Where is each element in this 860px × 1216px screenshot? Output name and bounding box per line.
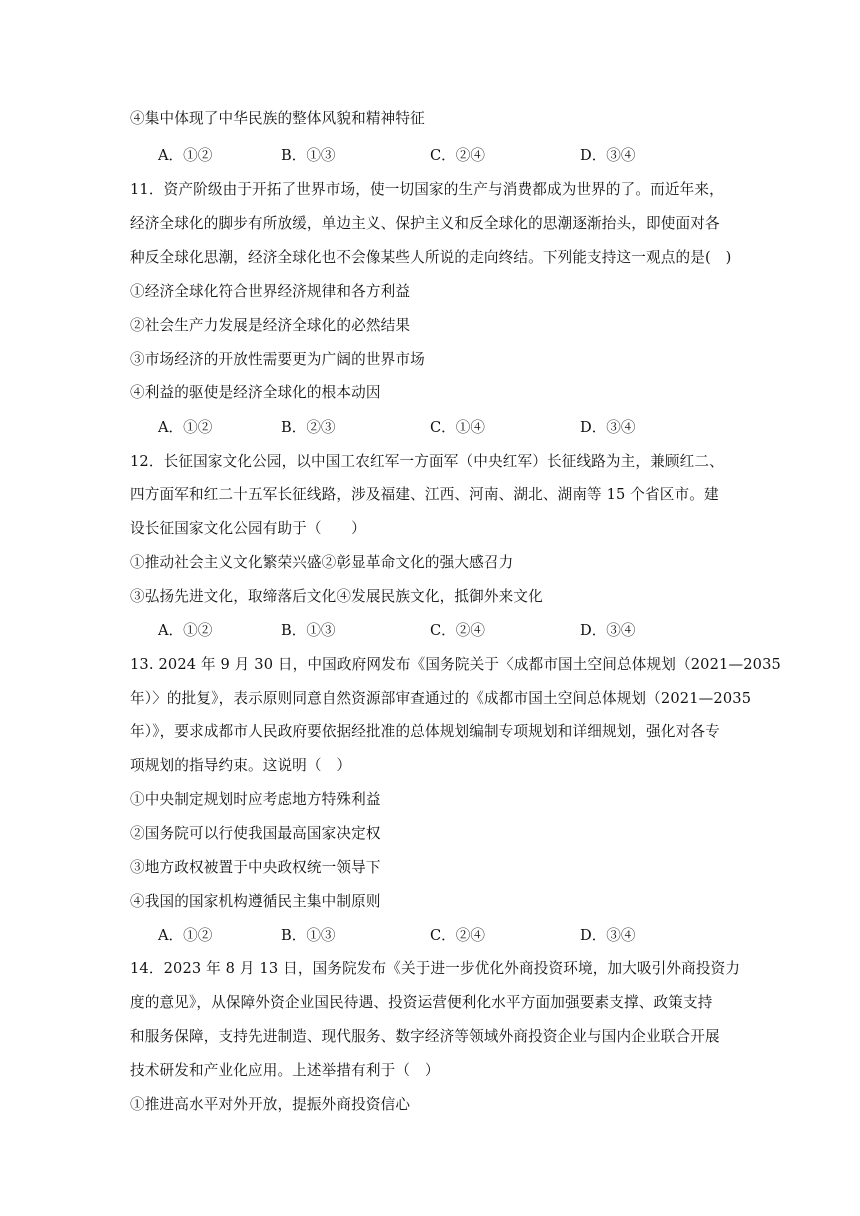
q13-stem-line-4: 项规划的指导约束。这说明（ ） bbox=[130, 757, 352, 774]
q13-statement-3: ③地方政权被置于中央政权统一领导下 bbox=[130, 859, 381, 876]
q11-stem-line-3: 种反全球化思潮，经济全球化也不会像某些人所说的走向终结。下列能支持这一观点的是( ) bbox=[130, 249, 732, 266]
option-d: D．③④ bbox=[580, 927, 636, 944]
q14-stem-line-1: 14．2023 年 8 月 13 日，国务院发布《关于进一步优化外商投资环境，加大吸引外商投资力 bbox=[130, 960, 741, 977]
option-b: B．①③ bbox=[281, 147, 336, 164]
q12-stem-line-1: 12．长征国家文化公园，以中国工农红军一方面军（中央红军）长征线路为主，兼顾红二、 bbox=[130, 453, 724, 470]
q13-statement-1: ①中央制定规划时应考虑地方特殊利益 bbox=[130, 791, 381, 808]
q13-stem-line-2: 年）〉的批复》，表示原则同意自然资源部审查通过的《成都市国土空间总体规划（2021—2035 bbox=[130, 690, 752, 707]
q11-statement-3: ③市场经济的开放性需要更为广阔的世界市场 bbox=[130, 351, 425, 368]
option-c: C．①④ bbox=[430, 419, 485, 436]
option-b: B．①③ bbox=[281, 622, 336, 639]
q12-statements-3-4: ③弘扬先进文化，取缔落后文化④发展民族文化，抵御外来文化 bbox=[130, 588, 543, 605]
option-b: B．①③ bbox=[281, 927, 336, 944]
q14-stem-line-2: 度的意见》，从保障外资企业国民待遇、投资运营便利化水平方面加强要素支撑、政策支持 bbox=[130, 994, 713, 1011]
q13-stem-line-3: 年）》，要求成都市人民政府要依据经批准的总体规划编制专项规划和详细规划，强化对各专 bbox=[130, 723, 720, 740]
q13-statement-4: ④我国的国家机构遵循民主集中制原则 bbox=[130, 893, 381, 910]
q14-statement-1: ①推进高水平对外开放，提振外商投资信心 bbox=[130, 1096, 411, 1113]
option-d: D．③④ bbox=[580, 147, 636, 164]
q12-stem-line-3: 设长征国家文化公园有助于（ ） bbox=[130, 520, 366, 537]
option-b: B．②③ bbox=[281, 419, 336, 436]
q11-statement-1: ①经济全球化符合世界经济规律和各方利益 bbox=[130, 283, 411, 300]
option-c: C．②④ bbox=[430, 622, 485, 639]
q13-statement-2: ②国务院可以行使我国最高国家决定权 bbox=[130, 825, 381, 842]
q11-stem-line-1: 11．资产阶级由于开拓了世界市场，使一切国家的生产与消费都成为世界的了。而近年来， bbox=[130, 181, 724, 198]
q10-statement-4: ④集中体现了中华民族的整体风貌和精神特征 bbox=[130, 110, 425, 127]
option-a: A．①② bbox=[158, 147, 213, 164]
q12-stem-line-2: 四方面军和红二十五军长征线路，涉及福建、江西、河南、湖北、湖南等 15 个省区市。建 bbox=[130, 486, 719, 503]
option-d: D．③④ bbox=[580, 419, 636, 436]
q13-stem-line-1: 13. 2024 年 9 月 30 日，中国政府网发布《国务院关于〈成都市国土空间总体规划（2021—2035 bbox=[130, 656, 781, 673]
q11-statement-2: ②社会生产力发展是经济全球化的必然结果 bbox=[130, 317, 411, 334]
q11-statement-4: ④利益的驱使是经济全球化的根本动因 bbox=[130, 384, 381, 401]
q14-stem-line-3: 和服务保障，支持先进制造、现代服务、数字经济等领域外商投资企业与国内企业联合开展 bbox=[130, 1028, 720, 1045]
q11-stem-line-2: 经济全球化的脚步有所放缓，单边主义、保护主义和反全球化的思潮逐渐抬头，即使面对各 bbox=[130, 215, 720, 232]
option-a: A．①② bbox=[158, 927, 213, 944]
option-a: A．①② bbox=[158, 622, 213, 639]
option-a: A．①② bbox=[158, 419, 213, 436]
q12-statements-1-2: ①推动社会主义文化繁荣兴盛②彰显革命文化的强大感召力 bbox=[130, 554, 514, 571]
option-c: C．②④ bbox=[430, 927, 485, 944]
q14-stem-line-4: 技术研发和产业化应用。上述举措有利于（ ） bbox=[130, 1062, 440, 1079]
option-d: D．③④ bbox=[580, 622, 636, 639]
option-c: C．②④ bbox=[430, 147, 485, 164]
